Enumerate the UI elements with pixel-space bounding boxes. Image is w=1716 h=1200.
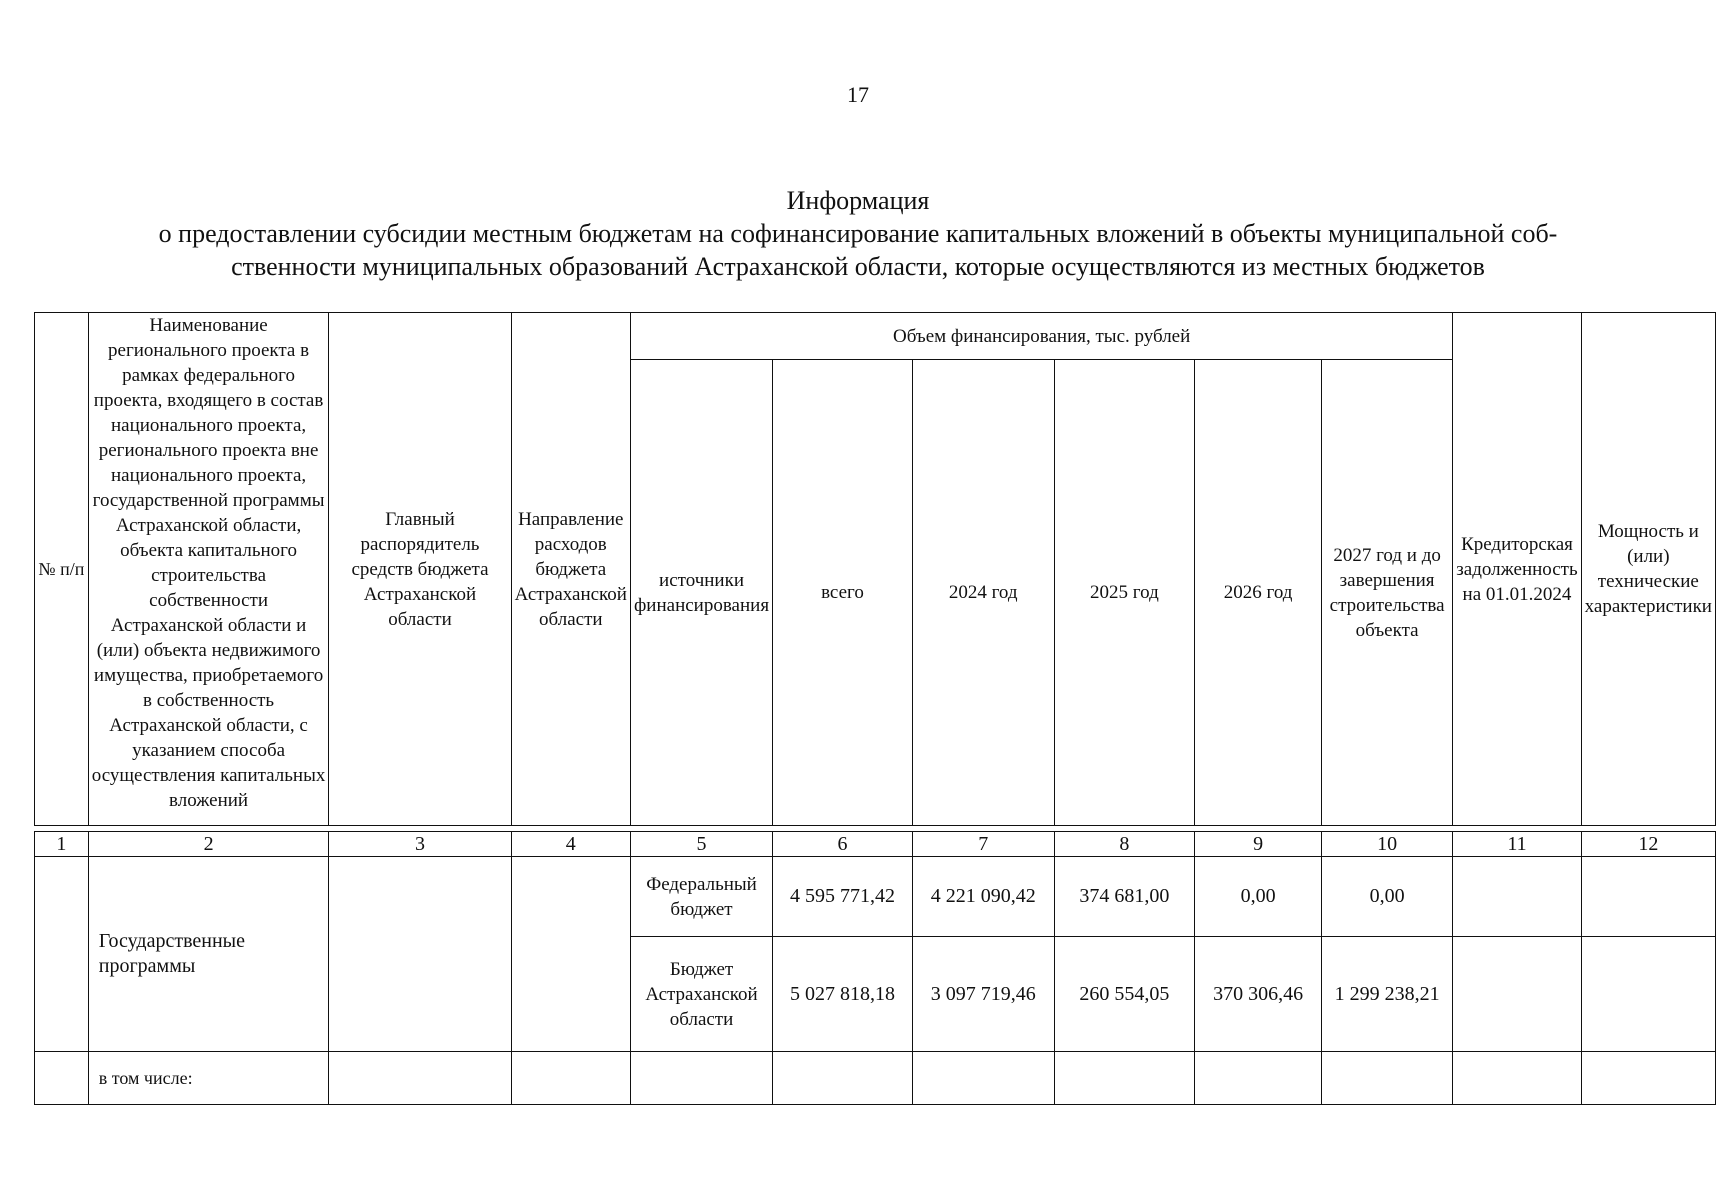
regional-2026: 370 306,46 xyxy=(1195,937,1322,1052)
column-number: 12 xyxy=(1581,832,1715,857)
document-title xyxy=(60,184,1656,283)
financing-table xyxy=(34,312,1716,1105)
table-row xyxy=(35,1052,1716,1105)
table-row xyxy=(35,857,1716,937)
column-number: 10 xyxy=(1321,832,1452,857)
header-financing-volume: Объем финансирования, тыс. рублей xyxy=(630,313,1452,360)
header-2027: 2027 год и до завершения строительства объекта xyxy=(1321,360,1452,826)
header-number: № п/п xyxy=(35,313,89,826)
federal-2026: 0,00 xyxy=(1195,857,1322,937)
federal-total: 4 595 771,42 xyxy=(773,857,913,937)
column-number: 11 xyxy=(1453,832,1581,857)
header-total: всего xyxy=(773,360,913,826)
page-number: 17 xyxy=(847,82,869,107)
title-line-3: ственности муниципальных образований Астраханской области, которые осуществляются из местных бюджетов xyxy=(231,252,1485,281)
federal-2025: 374 681,00 xyxy=(1054,857,1195,937)
regional-2027: 1 299 238,21 xyxy=(1321,937,1452,1052)
title-line-1: Информация xyxy=(786,186,930,215)
column-number: 2 xyxy=(88,832,329,857)
header-2026: 2026 год xyxy=(1195,360,1322,826)
header-expense-direction: Направление расходов бюджета Астраханской области xyxy=(511,313,630,826)
regional-2024: 3 097 719,46 xyxy=(912,937,1054,1052)
federal-2024: 4 221 090,42 xyxy=(912,857,1054,937)
column-number: 9 xyxy=(1195,832,1322,857)
federal-2027: 0,00 xyxy=(1321,857,1452,937)
header-project-name: Наименование регионального проекта в рамках федерального проекта, входящего в состав национального проекта, регионального проекта вне национального проекта, государственной программы Астраханской области, объекта капитального строительства собственности Астраханской области и (или) объекта недвижимого имущества, приобретаемого в собственность Астраханской области, с указанием способа осуществления капитальных вложений xyxy=(88,313,329,826)
column-number: 1 xyxy=(35,832,89,857)
header-2024: 2024 год xyxy=(912,360,1054,826)
source-regional: Бюджет Астраханской области xyxy=(630,937,772,1052)
header-payables: Кредиторская задолженность на 01.01.2024 xyxy=(1453,313,1581,826)
column-number: 3 xyxy=(329,832,511,857)
header-2025: 2025 год xyxy=(1054,360,1195,826)
including-label: в том числе: xyxy=(88,1052,329,1105)
title-line-2: о предоставлении субсидии местным бюджетам на софинансирование капитальных вложений в объекты муниципальной соб- xyxy=(158,219,1558,248)
column-number: 5 xyxy=(630,832,772,857)
source-federal: Федеральный бюджет xyxy=(630,857,772,937)
column-number: 7 xyxy=(912,832,1054,857)
header-sources: источники финансирования xyxy=(630,360,772,826)
column-number: 8 xyxy=(1054,832,1195,857)
column-number: 6 xyxy=(773,832,913,857)
header-capacity: Мощность и (или) технические характеристики xyxy=(1581,313,1715,826)
regional-total: 5 027 818,18 xyxy=(773,937,913,1052)
header-budget-manager: Главный распорядитель средств бюджета Астраханской области xyxy=(329,313,511,826)
program-label: Государственные программы xyxy=(88,857,329,1052)
regional-2025: 260 554,05 xyxy=(1054,937,1195,1052)
column-number: 4 xyxy=(511,832,630,857)
